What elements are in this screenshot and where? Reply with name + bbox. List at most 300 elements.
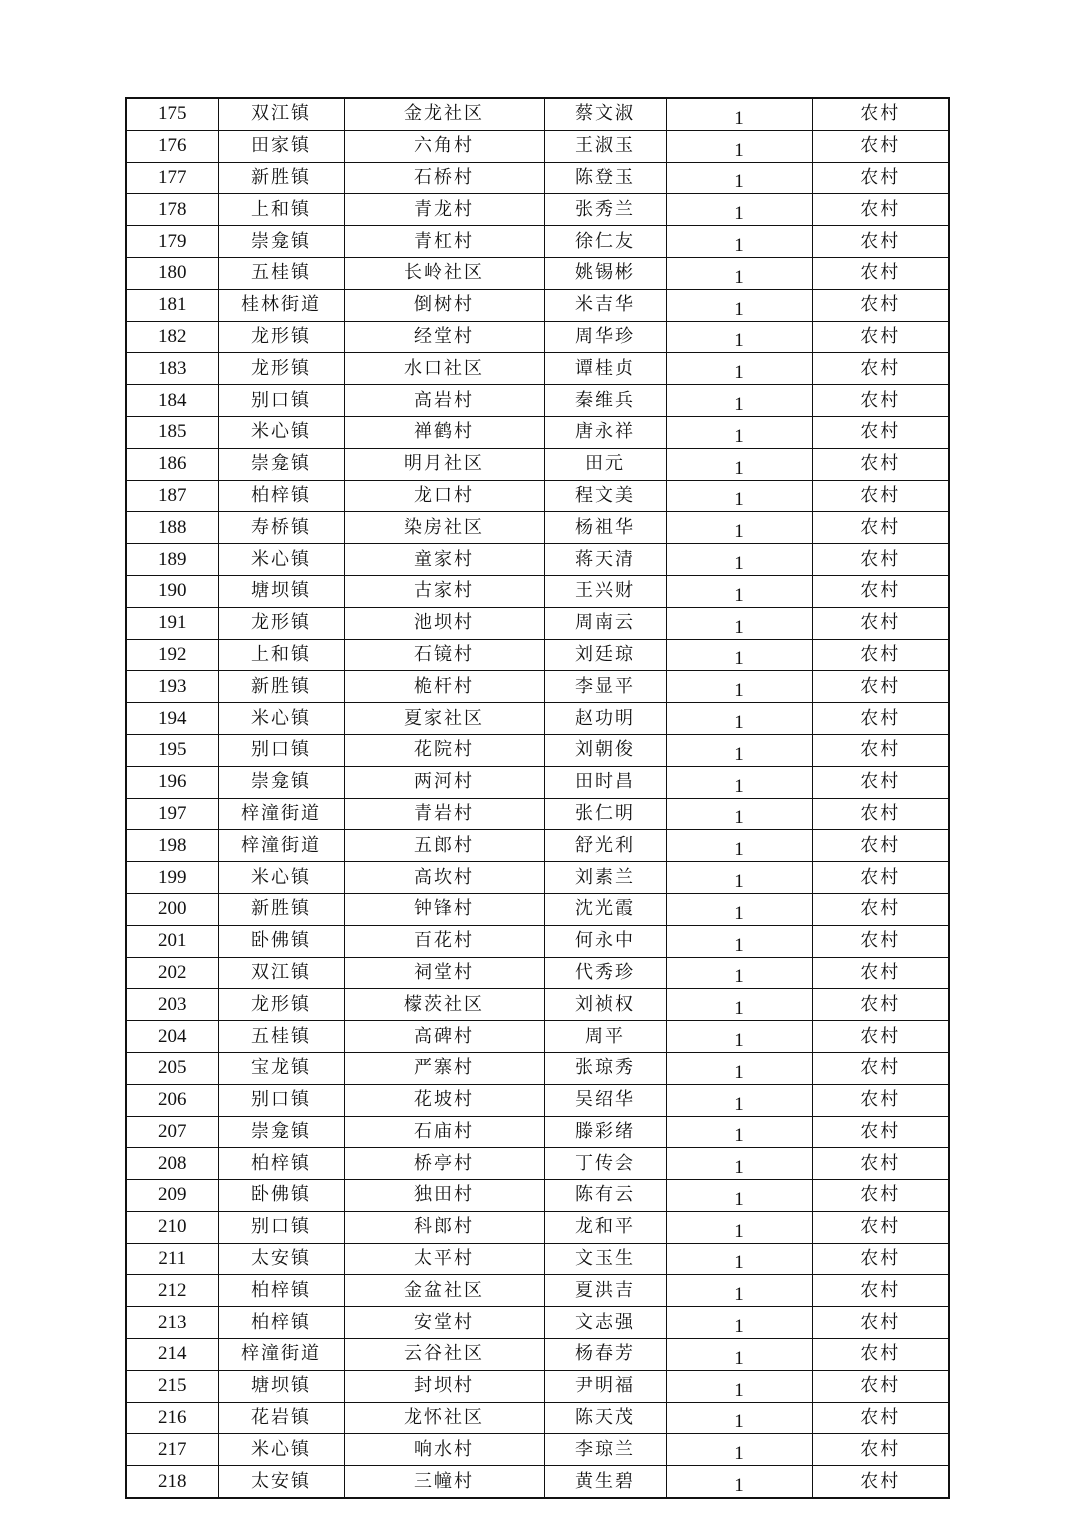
roster-table <box>125 97 950 1499</box>
village-cell: 花院村 <box>344 734 544 766</box>
table-row <box>126 798 949 830</box>
count-cell: 1 <box>666 1148 812 1180</box>
count-cell: 1 <box>666 830 812 862</box>
table-row <box>126 1466 949 1498</box>
count-cell: 1 <box>666 671 812 703</box>
table-row <box>126 734 949 766</box>
row-number: 184 <box>126 385 218 417</box>
row-number: 185 <box>126 416 218 448</box>
town-cell: 龙形镇 <box>218 321 344 353</box>
row-number: 201 <box>126 925 218 957</box>
count-cell: 1 <box>666 544 812 576</box>
row-number: 181 <box>126 289 218 321</box>
table-row <box>126 989 949 1021</box>
table-row <box>126 194 949 226</box>
town-cell: 米心镇 <box>218 1434 344 1466</box>
table-row <box>126 226 949 258</box>
table-row <box>126 1370 949 1402</box>
count-cell: 1 <box>666 734 812 766</box>
category-cell: 农村 <box>812 448 949 480</box>
category-cell: 农村 <box>812 512 949 544</box>
count-cell: 1 <box>666 1466 812 1498</box>
table-row <box>126 321 949 353</box>
person-name-cell: 沈光霞 <box>544 893 666 925</box>
town-cell: 米心镇 <box>218 544 344 576</box>
table-row <box>126 480 949 512</box>
table-row <box>126 1084 949 1116</box>
town-cell: 卧佛镇 <box>218 925 344 957</box>
row-number: 216 <box>126 1402 218 1434</box>
count-cell: 1 <box>666 321 812 353</box>
person-name-cell: 徐仁友 <box>544 226 666 258</box>
town-cell: 米心镇 <box>218 416 344 448</box>
row-number: 183 <box>126 353 218 385</box>
village-cell: 长岭社区 <box>344 257 544 289</box>
count-cell: 1 <box>666 416 812 448</box>
town-cell: 崇龛镇 <box>218 1116 344 1148</box>
category-cell: 农村 <box>812 226 949 258</box>
count-cell: 1 <box>666 162 812 194</box>
town-cell: 龙形镇 <box>218 989 344 1021</box>
person-name-cell: 李琼兰 <box>544 1434 666 1466</box>
table-row <box>126 257 949 289</box>
person-name-cell: 代秀珍 <box>544 957 666 989</box>
village-cell: 金龙社区 <box>344 98 544 130</box>
person-name-cell: 周华珍 <box>544 321 666 353</box>
category-cell: 农村 <box>812 385 949 417</box>
category-cell: 农村 <box>812 544 949 576</box>
count-cell: 1 <box>666 130 812 162</box>
village-cell: 五郎村 <box>344 830 544 862</box>
row-number: 207 <box>126 1116 218 1148</box>
person-name-cell: 谭桂贞 <box>544 353 666 385</box>
count-cell: 1 <box>666 98 812 130</box>
row-number: 208 <box>126 1148 218 1180</box>
person-name-cell: 杨祖华 <box>544 512 666 544</box>
village-cell: 青岩村 <box>344 798 544 830</box>
person-name-cell: 刘祯权 <box>544 989 666 1021</box>
person-name-cell: 米吉华 <box>544 289 666 321</box>
table-row <box>126 448 949 480</box>
table-row <box>126 289 949 321</box>
person-name-cell: 丁传会 <box>544 1148 666 1180</box>
village-cell: 明月社区 <box>344 448 544 480</box>
town-cell: 龙形镇 <box>218 607 344 639</box>
table-row <box>126 1148 949 1180</box>
village-cell: 檬茨社区 <box>344 989 544 1021</box>
row-number: 196 <box>126 766 218 798</box>
category-cell: 农村 <box>812 257 949 289</box>
village-cell: 花坡村 <box>344 1084 544 1116</box>
town-cell: 崇龛镇 <box>218 226 344 258</box>
table-row <box>126 925 949 957</box>
village-cell: 六角村 <box>344 130 544 162</box>
category-cell: 农村 <box>812 194 949 226</box>
count-cell: 1 <box>666 1021 812 1053</box>
table-row <box>126 512 949 544</box>
row-number: 198 <box>126 830 218 862</box>
table-row <box>126 703 949 735</box>
table-row <box>126 575 949 607</box>
table-row <box>126 385 949 417</box>
village-cell: 祠堂村 <box>344 957 544 989</box>
category-cell: 农村 <box>812 1148 949 1180</box>
person-name-cell: 秦维兵 <box>544 385 666 417</box>
village-cell: 高岩村 <box>344 385 544 417</box>
person-name-cell: 田时昌 <box>544 766 666 798</box>
count-cell: 1 <box>666 1243 812 1275</box>
town-cell: 上和镇 <box>218 639 344 671</box>
table-row <box>126 957 949 989</box>
count-cell: 1 <box>666 607 812 639</box>
table-row <box>126 830 949 862</box>
village-cell: 禅鹤村 <box>344 416 544 448</box>
count-cell: 1 <box>666 1275 812 1307</box>
person-name-cell: 陈天茂 <box>544 1402 666 1434</box>
table-row <box>126 862 949 894</box>
town-cell: 花岩镇 <box>218 1402 344 1434</box>
category-cell: 农村 <box>812 321 949 353</box>
category-cell: 农村 <box>812 798 949 830</box>
person-name-cell: 滕彩绪 <box>544 1116 666 1148</box>
count-cell: 1 <box>666 989 812 1021</box>
town-cell: 太安镇 <box>218 1466 344 1498</box>
category-cell: 农村 <box>812 830 949 862</box>
table-row <box>126 1180 949 1212</box>
row-number: 187 <box>126 480 218 512</box>
person-name-cell: 赵功明 <box>544 703 666 735</box>
category-cell: 农村 <box>812 1180 949 1212</box>
town-cell: 梓潼街道 <box>218 798 344 830</box>
town-cell: 卧佛镇 <box>218 1180 344 1212</box>
row-number: 217 <box>126 1434 218 1466</box>
town-cell: 柏梓镇 <box>218 480 344 512</box>
village-cell: 桥亭村 <box>344 1148 544 1180</box>
table-row <box>126 1307 949 1339</box>
count-cell: 1 <box>666 893 812 925</box>
table-row <box>126 1052 949 1084</box>
row-number: 205 <box>126 1052 218 1084</box>
person-name-cell: 文玉生 <box>544 1243 666 1275</box>
town-cell: 太安镇 <box>218 1243 344 1275</box>
category-cell: 农村 <box>812 1402 949 1434</box>
count-cell: 1 <box>666 1052 812 1084</box>
row-number: 200 <box>126 893 218 925</box>
category-cell: 农村 <box>812 480 949 512</box>
town-cell: 双江镇 <box>218 957 344 989</box>
person-name-cell: 蒋天清 <box>544 544 666 576</box>
category-cell: 农村 <box>812 1243 949 1275</box>
village-cell: 响水村 <box>344 1434 544 1466</box>
table-row <box>126 1116 949 1148</box>
town-cell: 上和镇 <box>218 194 344 226</box>
person-name-cell: 龙和平 <box>544 1211 666 1243</box>
count-cell: 1 <box>666 957 812 989</box>
table-row <box>126 353 949 385</box>
row-number: 193 <box>126 671 218 703</box>
table-row <box>126 130 949 162</box>
count-cell: 1 <box>666 1084 812 1116</box>
village-cell: 龙口村 <box>344 480 544 512</box>
row-number: 204 <box>126 1021 218 1053</box>
count-cell: 1 <box>666 257 812 289</box>
row-number: 188 <box>126 512 218 544</box>
town-cell: 崇龛镇 <box>218 766 344 798</box>
person-name-cell: 陈有云 <box>544 1180 666 1212</box>
person-name-cell: 何永中 <box>544 925 666 957</box>
row-number: 210 <box>126 1211 218 1243</box>
village-cell: 金盆社区 <box>344 1275 544 1307</box>
person-name-cell: 张琼秀 <box>544 1052 666 1084</box>
person-name-cell: 田元 <box>544 448 666 480</box>
village-cell: 古家村 <box>344 575 544 607</box>
village-cell: 石庙村 <box>344 1116 544 1148</box>
village-cell: 科郎村 <box>344 1211 544 1243</box>
category-cell: 农村 <box>812 703 949 735</box>
category-cell: 农村 <box>812 1052 949 1084</box>
town-cell: 柏梓镇 <box>218 1148 344 1180</box>
category-cell: 农村 <box>812 862 949 894</box>
town-cell: 新胜镇 <box>218 671 344 703</box>
category-cell: 农村 <box>812 671 949 703</box>
person-name-cell: 王兴财 <box>544 575 666 607</box>
village-cell: 高碑村 <box>344 1021 544 1053</box>
category-cell: 农村 <box>812 734 949 766</box>
person-name-cell: 程文美 <box>544 480 666 512</box>
person-name-cell: 刘廷琼 <box>544 639 666 671</box>
person-name-cell: 黄生碧 <box>544 1466 666 1498</box>
town-cell: 别口镇 <box>218 1211 344 1243</box>
town-cell: 别口镇 <box>218 385 344 417</box>
count-cell: 1 <box>666 1307 812 1339</box>
category-cell: 农村 <box>812 162 949 194</box>
row-number: 191 <box>126 607 218 639</box>
village-cell: 倒树村 <box>344 289 544 321</box>
table-row <box>126 1434 949 1466</box>
category-cell: 农村 <box>812 1339 949 1371</box>
person-name-cell: 刘素兰 <box>544 862 666 894</box>
count-cell: 1 <box>666 353 812 385</box>
village-cell: 石桥村 <box>344 162 544 194</box>
town-cell: 塘坝镇 <box>218 1370 344 1402</box>
town-cell: 梓潼街道 <box>218 830 344 862</box>
count-cell: 1 <box>666 1402 812 1434</box>
category-cell: 农村 <box>812 1434 949 1466</box>
village-cell: 三幢村 <box>344 1466 544 1498</box>
town-cell: 龙形镇 <box>218 353 344 385</box>
row-number: 209 <box>126 1180 218 1212</box>
category-cell: 农村 <box>812 925 949 957</box>
table-row <box>126 544 949 576</box>
town-cell: 寿桥镇 <box>218 512 344 544</box>
person-name-cell: 刘朝俊 <box>544 734 666 766</box>
town-cell: 宝龙镇 <box>218 1052 344 1084</box>
village-cell: 封坝村 <box>344 1370 544 1402</box>
village-cell: 钟锋村 <box>344 893 544 925</box>
row-number: 215 <box>126 1370 218 1402</box>
row-number: 218 <box>126 1466 218 1498</box>
row-number: 186 <box>126 448 218 480</box>
category-cell: 农村 <box>812 1370 949 1402</box>
row-number: 189 <box>126 544 218 576</box>
town-cell: 新胜镇 <box>218 162 344 194</box>
person-name-cell: 张仁明 <box>544 798 666 830</box>
row-number: 178 <box>126 194 218 226</box>
category-cell: 农村 <box>812 893 949 925</box>
village-cell: 染房社区 <box>344 512 544 544</box>
village-cell: 龙怀社区 <box>344 1402 544 1434</box>
village-cell: 高坎村 <box>344 862 544 894</box>
table-row <box>126 1021 949 1053</box>
person-name-cell: 蔡文淑 <box>544 98 666 130</box>
row-number: 192 <box>126 639 218 671</box>
village-cell: 经堂村 <box>344 321 544 353</box>
town-cell: 桂林街道 <box>218 289 344 321</box>
town-cell: 崇龛镇 <box>218 448 344 480</box>
table-row <box>126 1211 949 1243</box>
village-cell: 夏家社区 <box>344 703 544 735</box>
town-cell: 田家镇 <box>218 130 344 162</box>
town-cell: 双江镇 <box>218 98 344 130</box>
row-number: 179 <box>126 226 218 258</box>
village-cell: 桅杆村 <box>344 671 544 703</box>
count-cell: 1 <box>666 289 812 321</box>
row-number: 214 <box>126 1339 218 1371</box>
table-row <box>126 893 949 925</box>
category-cell: 农村 <box>812 1084 949 1116</box>
count-cell: 1 <box>666 512 812 544</box>
count-cell: 1 <box>666 226 812 258</box>
count-cell: 1 <box>666 766 812 798</box>
category-cell: 农村 <box>812 1466 949 1498</box>
town-cell: 别口镇 <box>218 734 344 766</box>
count-cell: 1 <box>666 385 812 417</box>
person-name-cell: 夏洪吉 <box>544 1275 666 1307</box>
village-cell: 青龙村 <box>344 194 544 226</box>
count-cell: 1 <box>666 1339 812 1371</box>
count-cell: 1 <box>666 1116 812 1148</box>
count-cell: 1 <box>666 1180 812 1212</box>
category-cell: 农村 <box>812 289 949 321</box>
person-name-cell: 张秀兰 <box>544 194 666 226</box>
count-cell: 1 <box>666 1434 812 1466</box>
category-cell: 农村 <box>812 957 949 989</box>
row-number: 199 <box>126 862 218 894</box>
category-cell: 农村 <box>812 1307 949 1339</box>
table-row <box>126 1243 949 1275</box>
town-cell: 米心镇 <box>218 862 344 894</box>
village-cell: 石镜村 <box>344 639 544 671</box>
village-cell: 严寨村 <box>344 1052 544 1084</box>
person-name-cell: 周平 <box>544 1021 666 1053</box>
table-row <box>126 416 949 448</box>
row-number: 212 <box>126 1275 218 1307</box>
row-number: 182 <box>126 321 218 353</box>
row-number: 197 <box>126 798 218 830</box>
village-cell: 青杠村 <box>344 226 544 258</box>
roster-body <box>126 98 949 1498</box>
table-row <box>126 671 949 703</box>
town-cell: 柏梓镇 <box>218 1275 344 1307</box>
person-name-cell: 周南云 <box>544 607 666 639</box>
table-row <box>126 98 949 130</box>
category-cell: 农村 <box>812 130 949 162</box>
category-cell: 农村 <box>812 1211 949 1243</box>
person-name-cell: 舒光利 <box>544 830 666 862</box>
category-cell: 农村 <box>812 416 949 448</box>
village-cell: 安堂村 <box>344 1307 544 1339</box>
row-number: 176 <box>126 130 218 162</box>
category-cell: 农村 <box>812 98 949 130</box>
row-number: 180 <box>126 257 218 289</box>
person-name-cell: 李显平 <box>544 671 666 703</box>
row-number: 206 <box>126 1084 218 1116</box>
village-cell: 池坝村 <box>344 607 544 639</box>
row-number: 190 <box>126 575 218 607</box>
row-number: 211 <box>126 1243 218 1275</box>
category-cell: 农村 <box>812 353 949 385</box>
village-cell: 独田村 <box>344 1180 544 1212</box>
person-name-cell: 吴绍华 <box>544 1084 666 1116</box>
town-cell: 五桂镇 <box>218 1021 344 1053</box>
village-cell: 太平村 <box>344 1243 544 1275</box>
count-cell: 1 <box>666 1370 812 1402</box>
row-number: 177 <box>126 162 218 194</box>
village-cell: 百花村 <box>344 925 544 957</box>
row-number: 203 <box>126 989 218 1021</box>
town-cell: 塘坝镇 <box>218 575 344 607</box>
person-name-cell: 陈登玉 <box>544 162 666 194</box>
village-cell: 两河村 <box>344 766 544 798</box>
table-row <box>126 1402 949 1434</box>
table-row <box>126 1275 949 1307</box>
count-cell: 1 <box>666 862 812 894</box>
town-cell: 别口镇 <box>218 1084 344 1116</box>
count-cell: 1 <box>666 703 812 735</box>
town-cell: 新胜镇 <box>218 893 344 925</box>
town-cell: 米心镇 <box>218 703 344 735</box>
category-cell: 农村 <box>812 1021 949 1053</box>
town-cell: 柏梓镇 <box>218 1307 344 1339</box>
table-row <box>126 162 949 194</box>
category-cell: 农村 <box>812 639 949 671</box>
table-row <box>126 607 949 639</box>
village-cell: 水口社区 <box>344 353 544 385</box>
person-name-cell: 杨春芳 <box>544 1339 666 1371</box>
count-cell: 1 <box>666 798 812 830</box>
row-number: 213 <box>126 1307 218 1339</box>
table-row <box>126 766 949 798</box>
village-cell: 云谷社区 <box>344 1339 544 1371</box>
count-cell: 1 <box>666 575 812 607</box>
category-cell: 农村 <box>812 607 949 639</box>
count-cell: 1 <box>666 448 812 480</box>
village-cell: 童家村 <box>344 544 544 576</box>
person-name-cell: 文志强 <box>544 1307 666 1339</box>
category-cell: 农村 <box>812 1275 949 1307</box>
person-name-cell: 唐永祥 <box>544 416 666 448</box>
category-cell: 农村 <box>812 766 949 798</box>
town-cell: 五桂镇 <box>218 257 344 289</box>
person-name-cell: 尹明福 <box>544 1370 666 1402</box>
row-number: 194 <box>126 703 218 735</box>
category-cell: 农村 <box>812 989 949 1021</box>
table-row <box>126 1339 949 1371</box>
row-number: 175 <box>126 98 218 130</box>
person-name-cell: 王淑玉 <box>544 130 666 162</box>
category-cell: 农村 <box>812 1116 949 1148</box>
category-cell: 农村 <box>812 575 949 607</box>
